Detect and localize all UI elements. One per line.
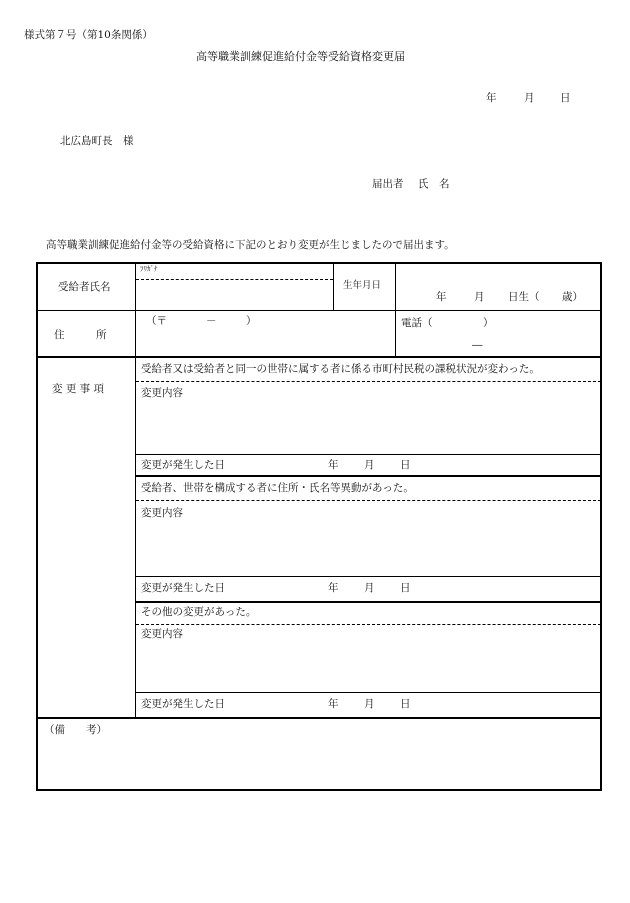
date-label: 変更が発生した日	[141, 582, 225, 594]
year-label: 年	[328, 459, 339, 471]
birth-day-label: 日生（	[508, 291, 540, 303]
day-label: 日	[400, 582, 411, 594]
postal-code-open: （〒	[146, 315, 167, 327]
date-label: 変更が発生した日	[141, 698, 225, 710]
birthdate-label: 生年月日	[343, 280, 382, 291]
day-label: 日	[400, 459, 411, 471]
address-label: 住 所	[54, 329, 107, 341]
month-label: 月	[364, 459, 375, 471]
section-heading: 受給者、世帯を構成する者に住所・氏名等異動があった。	[141, 482, 414, 494]
age-label: 歳）	[562, 291, 583, 303]
month-label: 月	[364, 698, 375, 710]
month-label: 月	[364, 582, 375, 594]
form-title: 高等職業訓練促進給付金等受給資格変更届	[196, 50, 405, 63]
postal-code-dash: －	[206, 315, 217, 327]
content-label: 変更内容	[141, 507, 183, 519]
phone-dash: ―	[472, 339, 483, 351]
birth-month-label: 月	[474, 291, 485, 303]
phone-close: ）	[483, 317, 494, 329]
date-label: 変更が発生した日	[141, 459, 225, 471]
furigana-label: ﾌﾘｶﾞﾅ	[140, 265, 158, 273]
year-label: 年	[328, 582, 339, 594]
year-label: 年	[328, 698, 339, 710]
submission-year-label: 年	[486, 92, 497, 104]
submission-month-label: 月	[524, 92, 535, 104]
remarks-label: （備 考）	[44, 724, 107, 736]
intro-text: 高等職業訓練促進給付金等の受給資格に下記のとおり変更が生じましたので届出ます。	[46, 239, 455, 251]
birth-year-label: 年	[436, 291, 447, 303]
postal-code-close: ）	[246, 315, 257, 327]
section-heading: その他の変更があった。	[141, 606, 257, 618]
addressee: 北広島町長 様	[60, 135, 134, 147]
form-number: 様式第７号（第10条関係）	[24, 29, 153, 41]
content-label: 変更内容	[141, 387, 183, 399]
section-heading: 受給者又は受給者と同一の世帯に属する者に係る市町村民税の課税状況が変わった。	[141, 363, 540, 375]
submission-day-label: 日	[560, 92, 571, 104]
day-label: 日	[400, 698, 411, 710]
content-label: 変更内容	[141, 628, 183, 640]
phone-label: 電話（	[401, 317, 433, 329]
changes-label: 変 更 事 項	[52, 383, 105, 395]
applicant-label: 届出者	[372, 178, 404, 190]
recipient-name-label: 受給者氏名	[58, 281, 111, 293]
applicant-name-label: 氏 名	[418, 178, 450, 190]
